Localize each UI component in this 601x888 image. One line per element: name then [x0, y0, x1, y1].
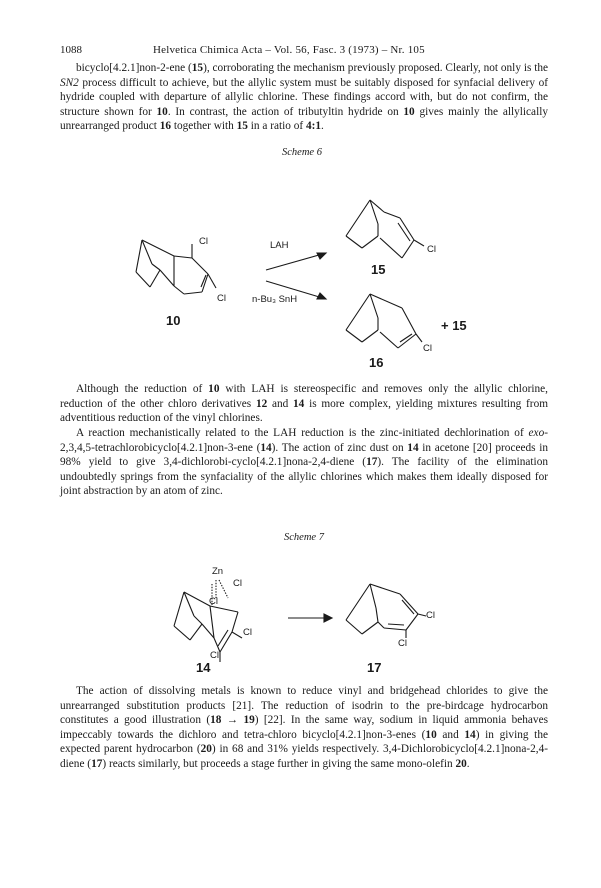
- structure-17: [340, 580, 440, 660]
- scheme-7-caption: Scheme 7: [284, 532, 324, 543]
- compound-number-10: 10: [166, 313, 181, 328]
- compound-number-15: 15: [371, 262, 386, 277]
- compound-reference: 19: [243, 714, 255, 727]
- compound-reference: 20: [455, 757, 467, 770]
- cl-label: Cl: [217, 293, 226, 304]
- arrow-down-right-icon: [262, 278, 332, 304]
- cl-label: Cl: [427, 244, 436, 255]
- reagent-lah: LAH: [270, 240, 289, 251]
- compound-reference: 15: [236, 120, 248, 133]
- compound-number-16: 16: [369, 355, 384, 370]
- arrow-right-icon: [286, 612, 334, 624]
- cl-label: Cl: [423, 343, 432, 354]
- cl-label: Cl: [398, 638, 407, 649]
- structure-15: [340, 196, 440, 266]
- compound-number-17: 17: [367, 660, 382, 675]
- cl-label: Cl: [199, 236, 208, 247]
- compound-reference: 14: [464, 728, 476, 741]
- compound-reference: 4:1: [305, 120, 322, 133]
- compound-reference: 20: [200, 743, 212, 756]
- cl-label: Cl: [209, 596, 218, 607]
- paragraph-4: The action of dissolving metals is known to reduce vinyl and bridgehead chlorides to give the unrearranged substitution products [21]. The reduction of isodrin to the pre-birdcage hydrocarbon constitutes a good illustration (18 → 19) [22]. In the same way, sodium in liquid ammonia behaves impeccably towards the dichloro and tetra-chloro bicyclo[4.2.1]non-3-enes (10 and 14) in giving the expected parent hydrocarbon (20) in 68 and 31% yields respectively. 3,4-Dichlorobicyclo[4.2.1]nona-2,4-diene (17) reacts similarly, but proceeds a stage further in giving the same mono-olefin 20.: [60, 685, 548, 770]
- compound-reference: 14: [407, 441, 419, 454]
- compound-reference: 15: [191, 62, 204, 74]
- compound-reference: 16: [159, 120, 172, 133]
- page-number: 1088: [60, 44, 82, 56]
- compound-number-14: 14: [196, 660, 211, 675]
- plus-15-label: + 15: [441, 318, 467, 333]
- paragraph-1: bicyclo[4.2.1]non-2-ene (15), corroborating the mechanism previously proposed. Clearly, not only is the SN2 process difficult to achieve, but the allylic system must be suitably disposed for synfacial delivery of hydride coupled with departure of allylic chlorine. These findings accord with, but do not confirm, the structure shown for 10. In contrast, the action of tributyltin hydride on 10 gives mainly the allylically unrearranged product 16 together with 15 in a ratio of 4:1.: [60, 62, 549, 133]
- compound-reference: 17: [91, 757, 103, 770]
- reagent-tributyltin-hydride: n-Bu₃ SnH: [252, 294, 298, 305]
- compound-reference: 10: [208, 383, 220, 395]
- compound-reference: 10: [156, 105, 168, 118]
- cl-label: Cl: [426, 610, 435, 621]
- compound-reference: 17: [366, 456, 378, 469]
- cl-label: Cl: [233, 578, 242, 589]
- compound-reference: 10: [425, 728, 437, 741]
- compound-reference: 10: [403, 105, 415, 118]
- zn-label: Zn: [212, 566, 224, 577]
- compound-reference: 14: [293, 397, 305, 410]
- compound-reference: 12: [255, 397, 268, 410]
- page-header: [60, 44, 548, 60]
- running-title: Helvetica Chimica Acta – Vol. 56, Fasc. 3 (1973) – Nr. 105: [153, 44, 425, 56]
- compound-reference: 18: [210, 714, 222, 727]
- italic-term: SN2: [60, 76, 79, 89]
- paragraph-2: Although the reduction of 10 with LAH is stereospecific and removes only the allylic chlorine, reduction of the other chloro derivatives 12 and 14 is more complex, yielding mixtures resulting from adventitious reduction of the vinyl chlorines.: [60, 383, 549, 425]
- arrow-up-right-icon: [262, 249, 332, 273]
- compound-reference: 14: [260, 441, 272, 454]
- paragraph-3: A reaction mechanistically related to the LAH reduction is the zinc-initiated dechlorination of exo-2,3,4,5-tetrachlorobicyclo[4.2.1]non-3-ene (14). The action of zinc dust on 14 in acetone [20] proceeds in 98% yield to give 3,4-dichlorobi-cyclo[4.2.1]nona-2,4-diene (17). The facility of the elimination undoubtedly springs from the synfaciality of the allylic chlorines which makes them ideally disposed for joint abstraction by an atom of zinc.: [60, 427, 549, 498]
- scheme-6-caption: Scheme 6: [282, 147, 322, 158]
- cl-label: Cl: [210, 650, 219, 661]
- italic-term: exo: [528, 427, 545, 439]
- cl-label: Cl: [243, 627, 252, 638]
